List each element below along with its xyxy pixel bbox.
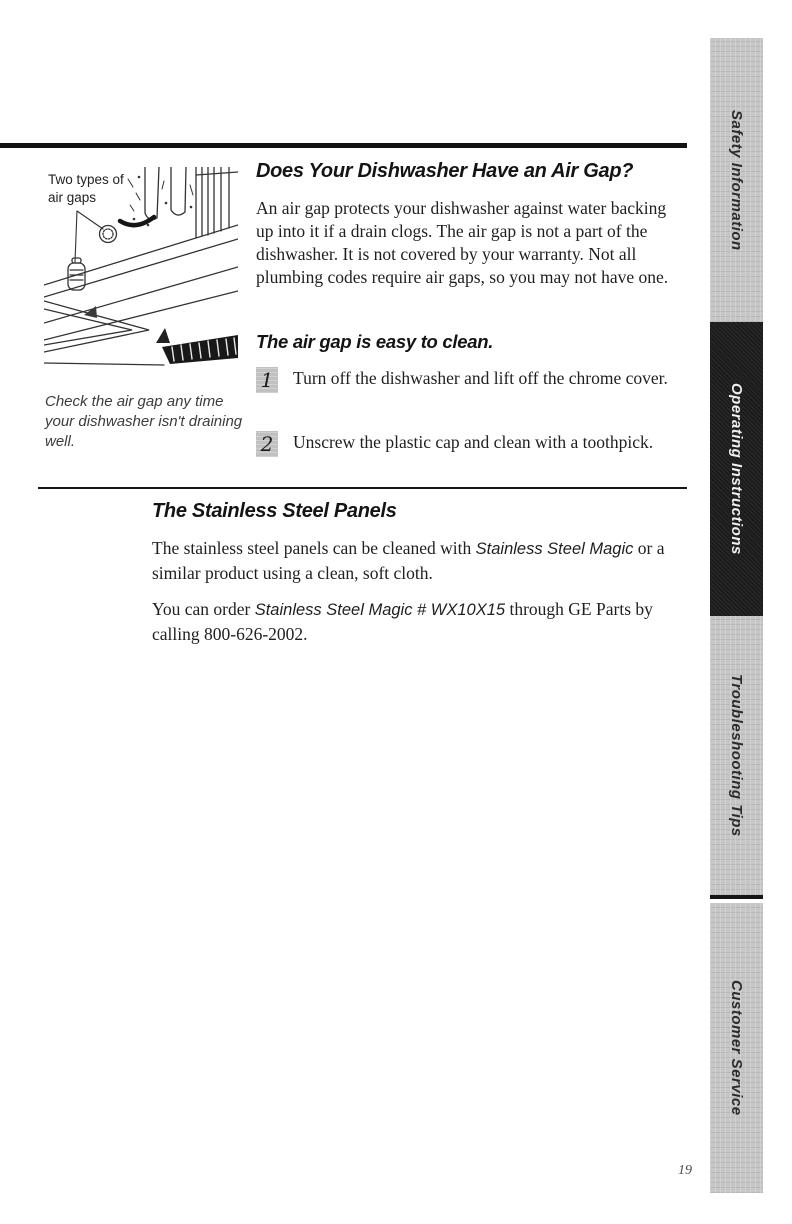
tab-troubleshooting-tips-label: Troubleshooting Tips bbox=[728, 674, 745, 837]
stainless-p1-text: The stainless steel panels can be cleaned with bbox=[152, 538, 476, 558]
stainless-p1-text-cont: or a similar product using a clean, soft cloth. bbox=[152, 538, 665, 583]
step-1-text: Turn off the dishwasher and lift off the chrome cover. bbox=[293, 368, 668, 388]
product-part-number: Stainless Steel Magic # WX10X15 bbox=[254, 601, 506, 619]
illustration-caption: Check the air gap any time your dishwasher isn't draining well. bbox=[45, 393, 243, 450]
faucet-tubes bbox=[145, 167, 186, 220]
page-number: 19 bbox=[678, 1163, 692, 1178]
tab-customer-service-label: Customer Service bbox=[728, 980, 745, 1116]
stainless-paragraph-2 bbox=[152, 597, 694, 646]
step-2-text: Unscrew the plastic cap and clean with a toothpick. bbox=[293, 432, 654, 452]
drain-swoosh bbox=[120, 217, 154, 225]
illustration-label bbox=[48, 172, 124, 205]
section-divider-rule bbox=[38, 487, 687, 489]
tab-customer-service bbox=[710, 903, 763, 1193]
tab-safety-information bbox=[710, 38, 763, 322]
stainless-paragraph-1 bbox=[152, 536, 694, 585]
clean-subheading: The air gap is easy to clean. bbox=[256, 331, 494, 352]
stainless-heading: The Stainless Steel Panels bbox=[152, 500, 397, 522]
step-2-number-badge: 2 bbox=[256, 431, 278, 457]
tab-troubleshooting-tips bbox=[710, 616, 763, 899]
drain-grate bbox=[156, 328, 238, 364]
airgap-body-paragraph: An air gap protects your dishwasher against water backing up into it if a drain clogs. The air gap is not a part of the dishwasher. It is not covered by your warranty. Not all plumbing codes require air gaps, so you may not have one. bbox=[256, 198, 669, 287]
water-splash bbox=[128, 176, 193, 226]
airgap-heading: Does Your Dishwasher Have an Air Gap? bbox=[256, 160, 634, 182]
stainless-p2-text-cont: through GE Parts by calling 800-626-2002. bbox=[152, 599, 653, 644]
step-1-number-badge: 1 bbox=[256, 367, 278, 393]
illustration-label-line2: air gaps bbox=[48, 190, 97, 205]
tab-operating-instructions bbox=[710, 322, 763, 616]
step-2 bbox=[256, 431, 685, 457]
air-gap-illustration bbox=[44, 167, 238, 371]
illustration-label-line1: Two types of bbox=[48, 172, 124, 187]
top-section-rule bbox=[0, 143, 687, 148]
product-name: Stainless Steel Magic bbox=[475, 540, 634, 558]
stainless-p2-text: You can order bbox=[152, 599, 255, 619]
label-leader-lines bbox=[75, 211, 103, 262]
tab-operating-instructions-label: Operating Instructions bbox=[728, 383, 745, 555]
step-1 bbox=[256, 367, 685, 393]
tab-safety-information-label: Safety Information bbox=[728, 109, 745, 251]
